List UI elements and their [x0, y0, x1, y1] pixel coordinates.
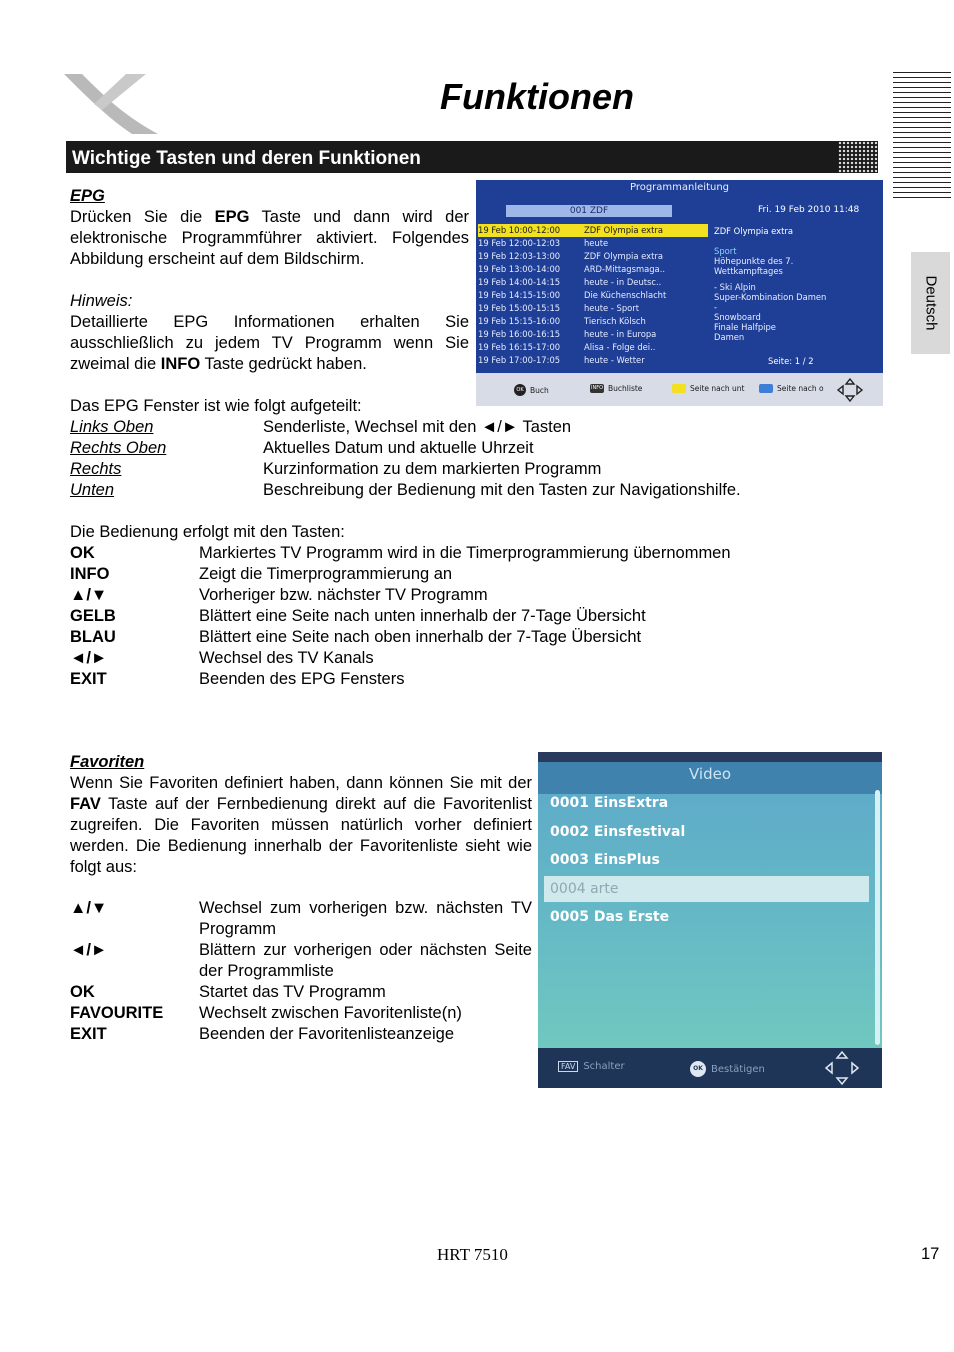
- epg-row-time: 19 Feb 15:15-16:00: [478, 316, 561, 326]
- fav-button-icon: FAV: [558, 1061, 578, 1072]
- fav-key-name: OK: [70, 983, 95, 1001]
- favoriten-keys-list: [70, 898, 532, 1045]
- key-desc: Vorheriger bzw. nächster TV Programm: [199, 586, 488, 604]
- epg-program-list: [478, 224, 708, 367]
- epg-program-row: [478, 315, 708, 328]
- epg-layout-intro: Das EPG Fenster ist wie folgt aufgeteilt:: [70, 397, 362, 415]
- epg-info-line: - Ski Alpin: [714, 282, 756, 292]
- key-desc: Blättert eine Seite nach oben innerhalb der 7-Tage Übersicht: [199, 628, 642, 646]
- brand-logo-x: [62, 70, 162, 136]
- ok-button-icon: OK: [690, 1061, 706, 1077]
- fav-list-item: 0002 Einsfestival: [550, 823, 686, 840]
- fav-key-desc: Wechselt zwischen Favoritenliste(n): [199, 1004, 462, 1022]
- layout-desc: Kurzinformation zu dem markierten Programm: [263, 460, 602, 478]
- yellow-button-icon: [672, 384, 686, 393]
- key-name: GELB: [70, 607, 116, 625]
- key-row: [70, 585, 870, 606]
- fav-key-row: [70, 1024, 532, 1045]
- fav-key-desc: Wechsel zum vorherigen bzw. nächsten TV Programm: [199, 899, 532, 938]
- epg-row-time: 19 Feb 13:00-14:00: [478, 264, 561, 274]
- fav-footer-ok: OK Bestätigen: [690, 1061, 765, 1077]
- banner-dot-pattern: [838, 141, 878, 173]
- epg-info-line: Sport: [714, 246, 737, 256]
- key-name: ◄/►: [70, 649, 108, 667]
- footer-model: HRT 7510: [437, 1245, 508, 1264]
- layout-desc: Aktuelles Datum und aktuelle Uhrzeit: [263, 439, 534, 457]
- fav-key-desc: Startet das TV Programm: [199, 983, 386, 1001]
- epg-row-time: 19 Feb 14:00-14:15: [478, 277, 561, 287]
- layout-desc: Senderliste, Wechsel mit den ◄/► Tasten: [263, 418, 572, 436]
- ok-button-icon: OK: [514, 384, 526, 396]
- epg-row-program: Alisa - Folge dei..: [584, 342, 656, 352]
- epg-info-title: ZDF Olympia extra: [714, 226, 793, 236]
- fav-key-desc: Blättern zur vorherigen oder nächsten Seite der Programmliste: [199, 941, 532, 980]
- epg-row-program: Die Küchenschlacht: [584, 290, 667, 300]
- section-banner: [66, 141, 878, 173]
- epg-info-line: Snowboard: [714, 312, 761, 322]
- language-label: Deutsch: [922, 275, 939, 331]
- fav-key-row: [70, 898, 532, 940]
- fav-footer: [538, 1048, 882, 1088]
- epg-page-indicator: Seite: 1 / 2: [768, 356, 814, 366]
- epg-row-program: heute - Sport: [584, 303, 640, 313]
- epg-info-line: -: [714, 302, 718, 312]
- fav-key-name: ▲/▼: [70, 899, 108, 917]
- key-name: INFO: [70, 565, 110, 583]
- epg-info-line: Damen: [714, 332, 745, 342]
- epg-row-time: 19 Feb 14:15-15:00: [478, 290, 561, 300]
- key-name: ▲/▼: [70, 586, 108, 604]
- language-side-tab: [911, 252, 950, 354]
- key-desc: Wechsel des TV Kanals: [199, 649, 374, 667]
- section-title: Wichtige Tasten und deren Funktionen: [72, 148, 421, 169]
- epg-footer-ok: OK Buch: [514, 384, 549, 396]
- favoriten-para: Wenn Sie Favoriten definiert haben, dann können Sie mit der FAV Taste auf der Fernbedienung direkt auf die Favoritenlist zugreifen. Die Favoriten müssen natürlich vorher definiert werden. Die Bedienung innerhalb der Favoritenliste sieht wie folgt aus:: [70, 774, 532, 876]
- fav-list-item: 0005 Das Erste: [550, 909, 670, 925]
- blue-button-icon: [759, 384, 773, 393]
- key-row: [70, 669, 870, 690]
- layout-term: Unten: [70, 481, 115, 499]
- fav-key-desc: Beenden der Favoritenlisteanzeige: [199, 1025, 455, 1043]
- hinweis-label: Hinweis:: [70, 292, 133, 310]
- epg-program-row: [478, 289, 708, 302]
- epg-program-row: [478, 328, 708, 341]
- key-name: BLAU: [70, 628, 116, 646]
- layout-desc: Beschreibung der Bedienung mit den Tasten zur Navigationshilfe.: [263, 481, 741, 499]
- key-name: OK: [70, 544, 95, 562]
- epg-row-program: heute: [584, 238, 609, 248]
- key-desc: Beenden des EPG Fensters: [199, 670, 405, 688]
- fav-key-name: ◄/►: [70, 941, 108, 959]
- fav-list-item: 0003 EinsPlus: [550, 852, 660, 868]
- epg-row-program: Tierisch Kölsch: [584, 316, 646, 326]
- key-desc: Zeigt die Timerprogrammierung an: [199, 565, 453, 583]
- epg-screenshot: [476, 180, 883, 406]
- epg-footer-blue: Seite nach o: [759, 384, 824, 393]
- epg-footer-yellow: Seite nach unt: [672, 384, 744, 393]
- epg-row-program: ZDF Olympia extra: [584, 225, 663, 235]
- epg-layout-list: [70, 417, 870, 501]
- epg-row-time: 19 Feb 16:00-16:15: [478, 329, 561, 339]
- epg-screen-title: Programmanleitung: [629, 182, 730, 193]
- favorites-screenshot: [538, 752, 882, 1088]
- key-desc: Blättert eine Seite nach unten innerhalb der 7-Tage Übersicht: [199, 607, 646, 625]
- layout-term: Rechts: [70, 460, 122, 478]
- epg-program-row: [478, 341, 708, 354]
- epg-datetime: Fri. 19 Feb 2010 11:48: [758, 205, 860, 215]
- key-row: [70, 606, 870, 627]
- epg-footer-info: INFO Buchliste: [590, 384, 643, 393]
- epg-program-row: [478, 250, 708, 263]
- fav-list-item: 0004 arte: [544, 876, 869, 902]
- fav-key-name: FAVOURITE: [70, 1004, 164, 1022]
- page-number: 17: [921, 1245, 940, 1263]
- page-title: Funktionen: [440, 76, 634, 117]
- epg-row-time: 19 Feb 10:00-12:00: [478, 225, 561, 235]
- epg-row-program: heute - Wetter: [584, 355, 645, 365]
- epg-row-time: 19 Feb 17:00-17:05: [478, 355, 561, 365]
- epg-program-row: [478, 263, 708, 276]
- fav-key-row: [70, 982, 532, 1003]
- epg-row-time: 19 Feb 16:15-17:00: [478, 342, 561, 352]
- fav-scrollbar: [875, 790, 880, 1045]
- epg-row-time: 19 Feb 12:00-12:03: [478, 238, 561, 248]
- favoriten-heading: Favoriten: [70, 753, 145, 771]
- epg-heading: EPG: [70, 187, 105, 205]
- epg-para1: Drücken Sie die EPG Taste und dann wird der elektronische Programmführer aktiviert. Folgendes Abbildung erscheint auf dem Bildschirm.: [70, 208, 469, 268]
- fav-list-item: 0001 EinsExtra: [550, 795, 669, 811]
- epg-program-row: [478, 276, 708, 289]
- epg-row-time: 19 Feb 15:00-15:15: [478, 303, 561, 313]
- epg-program-row: [478, 354, 708, 367]
- epg-footer: [476, 373, 883, 406]
- epg-info-line: Super-Kombination Damen: [714, 292, 827, 302]
- epg-row-program: heute - in Europa: [584, 329, 657, 339]
- side-stripe-marker: [893, 72, 951, 200]
- key-desc: Markiertes TV Programm wird in die Timerprogrammierung übernommen: [199, 544, 731, 562]
- epg-program-row: [478, 302, 708, 315]
- dpad-icon: [824, 1050, 860, 1086]
- fav-key-row: [70, 940, 532, 982]
- layout-row: [70, 438, 870, 459]
- key-name: EXIT: [70, 670, 107, 688]
- layout-row: [70, 459, 870, 480]
- epg-info-line: Höhepunkte des 7.: [714, 256, 794, 266]
- key-row: [70, 564, 870, 585]
- epg-info-panel: [714, 226, 879, 342]
- fav-key-name: EXIT: [70, 1025, 107, 1043]
- epg-row-program: heute - in Deutsc..: [584, 277, 662, 287]
- epg-row-time: 19 Feb 12:03-13:00: [478, 251, 561, 261]
- layout-row: [70, 417, 870, 438]
- dpad-icon: [836, 378, 864, 402]
- key-row: [70, 648, 870, 669]
- key-row: [70, 543, 870, 564]
- epg-info-line: Wettkampftages: [714, 266, 783, 276]
- epg-channel-bar: 001 ZDF: [506, 205, 672, 217]
- layout-term: Rechts Oben: [70, 439, 167, 457]
- epg-program-row: [478, 224, 708, 237]
- epg-para2: Detaillierte EPG Informationen erhalten Sie ausschließlich zu jedem TV Programm wenn Sie zweimal die INFO Taste gedrückt haben.: [70, 313, 469, 373]
- layout-term: Links Oben: [70, 418, 154, 436]
- epg-row-program: ZDF Olympia extra: [584, 251, 663, 261]
- fav-key-row: [70, 1003, 532, 1024]
- fav-footer-fav: FAV Schalter: [558, 1061, 625, 1072]
- epg-keys-list: [70, 543, 870, 690]
- fav-screen-title: Video: [538, 762, 882, 794]
- layout-row: [70, 480, 870, 501]
- epg-program-row: [478, 237, 708, 250]
- key-row: [70, 627, 870, 648]
- epg-row-program: ARD-Mittagsmaga..: [584, 264, 666, 274]
- info-button-icon: INFO: [590, 385, 604, 391]
- epg-keys-intro: Die Bedienung erfolgt mit den Tasten:: [70, 523, 345, 541]
- epg-info-line: Finale Halfpipe: [714, 322, 776, 332]
